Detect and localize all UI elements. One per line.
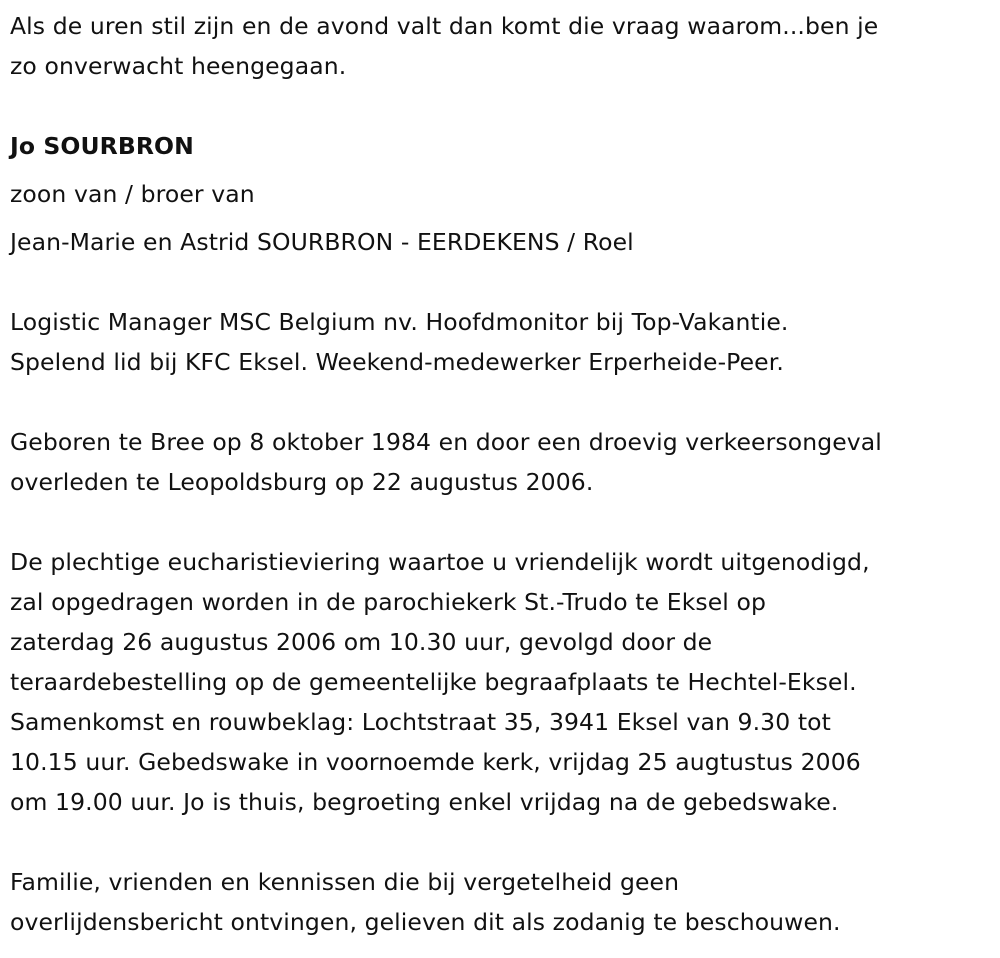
- job-line-1: Logistic Manager MSC Belgium nv. Hoofdmonitor bij Top-Vakantie.: [10, 308, 789, 336]
- birth-line-2: overleden te Leopoldsburg op 22 augustus 2006.: [10, 468, 594, 496]
- ceremony-paragraph: [10, 542, 870, 822]
- relation-line: zoon van / broer van: [10, 180, 255, 208]
- ceremony-line-2: zal opgedragen worden in de parochiekerk St.-Trudo te Eksel op: [10, 588, 766, 616]
- closing-line-2: overlijdensbericht ontvingen, gelieven dit als zodanig te beschouwen.: [10, 908, 841, 936]
- deceased-name: Jo SOURBRON: [10, 132, 194, 160]
- birth-paragraph: [10, 422, 882, 502]
- ceremony-line-1: De plechtige eucharistieviering waartoe u vriendelijk wordt uitgenodigd,: [10, 548, 870, 576]
- ceremony-line-6: 10.15 uur. Gebedswake in voornoemde kerk, vrijdag 25 augtustus 2006: [10, 748, 861, 776]
- ceremony-line-3: zaterdag 26 augustus 2006 om 10.30 uur, gevolgd door de: [10, 628, 713, 656]
- ceremony-line-5: Samenkomst en rouwbeklag: Lochtstraat 35, 3941 Eksel van 9.30 tot: [10, 708, 831, 736]
- closing-line-1: Familie, vrienden en kennissen die bij vergetelheid geen: [10, 868, 680, 896]
- ceremony-line-4: teraardebestelling op de gemeentelijke begraafplaats te Hechtel-Eksel.: [10, 668, 857, 696]
- parents-line: Jean-Marie en Astrid SOURBRON - EERDEKENS / Roel: [10, 228, 634, 256]
- ceremony-line-7: om 19.00 uur. Jo is thuis, begroeting enkel vrijdag na de gebedswake.: [10, 788, 839, 816]
- closing-paragraph: [10, 862, 841, 942]
- intro-line-1: Als de uren stil zijn en de avond valt dan komt die vraag waarom...ben je: [10, 12, 879, 40]
- job-paragraph: [10, 302, 789, 382]
- job-line-2: Spelend lid bij KFC Eksel. Weekend-medewerker Erperheide-Peer.: [10, 348, 784, 376]
- intro-line-2: zo onverwacht heengegaan.: [10, 52, 347, 80]
- birth-line-1: Geboren te Bree op 8 oktober 1984 en door een droevig verkeersongeval: [10, 428, 882, 456]
- intro-paragraph: [10, 6, 878, 86]
